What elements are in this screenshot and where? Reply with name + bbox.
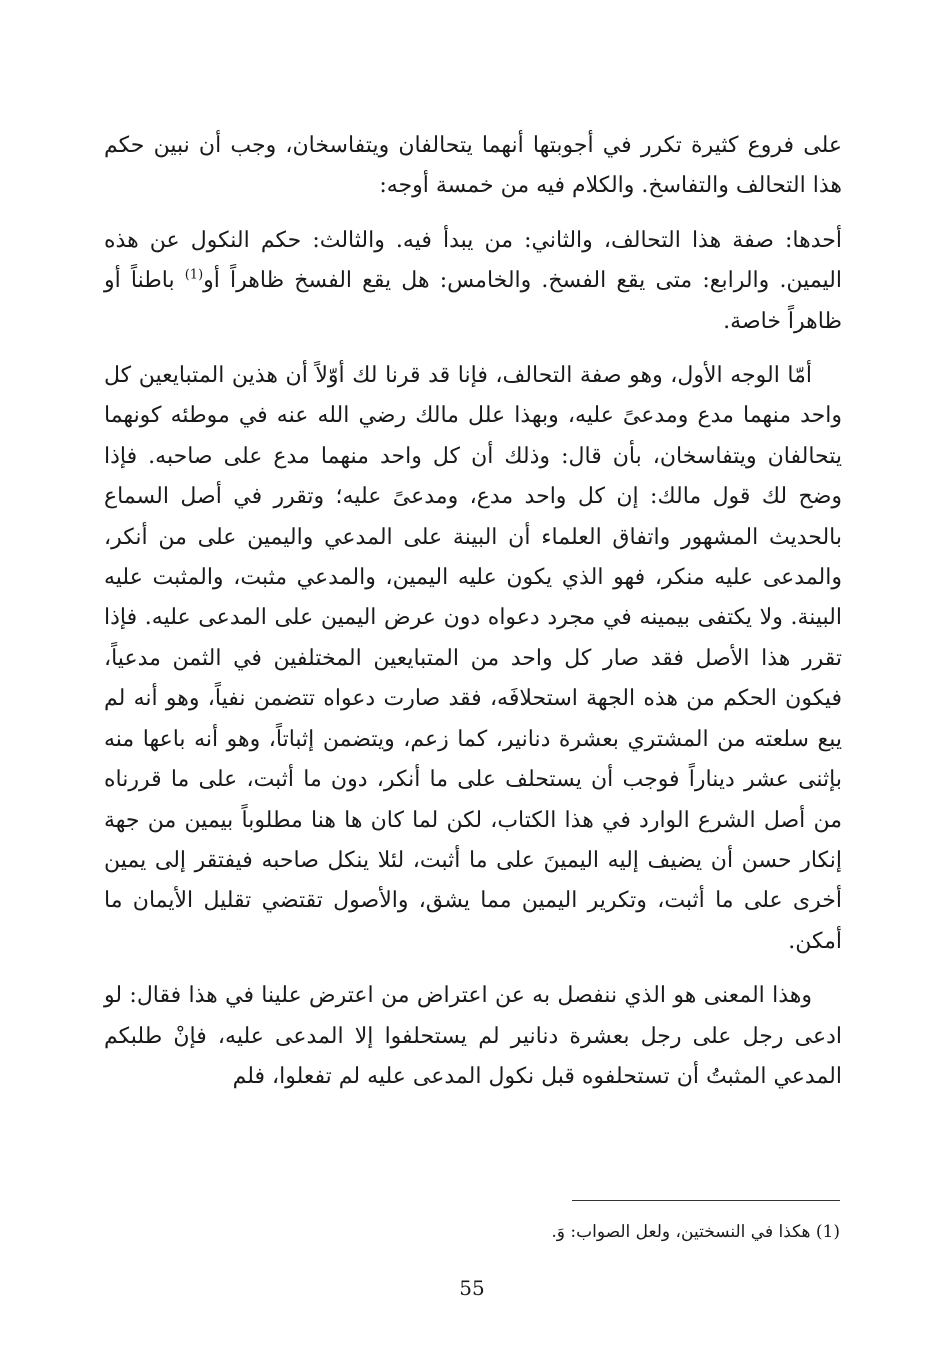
paragraph-3 [104,356,842,962]
paragraph-2-text: أحدها: صفة هذا التحالف، والثاني: من يبدأ فيه. والثالث: حكم النكول عن هذه اليمين. والرابع: متى يقع الفسخ. والخامس: هل يقع الفسخ ظاهراً أو [104,227,842,294]
paragraph-2-tail: باطناً أو ظاهراً خاصة. [104,268,842,334]
page-number: 55 [459,1276,485,1300]
paragraph-3-text: أمّا الوجه الأول، وهو صفة التحالف، فإنا قد قرنا لك أوّلاً أن هذين المتبايعين كل واحد منهما مدع ومدعىً عليه، وبهذا علل مالك رضي الله عنه في موطئه كونهما يتحالفان ويتفاسخان، بأن قال: وذلك أن كل واحد منهما مدع على صاحبه. فإذا وضح لك قول مالك: إن كل واحد مدع، ومدعىً عليه؛ وتقرر في أصل السماع بالحديث المشهور واتفاق العلماء أن البينة على المدعي واليمين على من أنكر، والمدعى عليه منكر، فهو الذي يكون عليه اليمين، والمدعي مثبت، والمثبت عليه البينة. ولا يكتفى بيمينه في مجرد دعواه دون عرض اليمين على المدعى عليه. فإذا تقرر هذا الأصل فقد صار كل واحد من المتبايعين المختلفين في الثمن مدعياً، فيكون الحكم من هذه الجهة استحلافَه، فقد صارت دعواه تتضمن نفياً، وهو أنه لم يبع سلعته من المشتري بعشرة دنانير، كما زعم، ويتضمن إثباتاً، وهو أنه باعها منه بإثنى عشر ديناراً فوجب أن يستحلف على ما أنكر، دون ما أثبت، على ما قررناه من أصل الشرع الوارد في هذا الكتاب، لكن لما كان ها هنا مطلوباً بيمين من جهة إنكار حسن أن يضيف إليه اليمينَ على ما أثبت، لئلا ينكل صاحبه فيفتقر إلى يمين أخرى على ما أثبت، وتكرير اليمين مما يشق، والأصول تقتضي تقليل الأيمان ما أمكن. [104,363,842,954]
footnote: (1) هكذا في النسختين، ولعل الصواب: وَ. [551,1222,840,1242]
body-text [104,126,842,1111]
footnote-reference[interactable]: (1) [184,267,204,283]
paragraph-4-text: وهذا المعنى هو الذي ننفصل به عن اعتراض من اعترض علينا في هذا فقال: لو ادعى رجل على رجل بعشرة دنانير لم يستحلفوا إلا المدعى عليه، فإنْ طلبكم المدعي المثبتُ أن تستحلفوه قبل نكول المدعى عليه لم تفعلوا، فلم [104,983,842,1089]
footnote-divider [572,1200,840,1201]
paragraph-4 [104,976,842,1097]
paragraph-1 [104,126,842,207]
paragraph-2 [104,221,842,342]
paragraph-1-text: على فروع كثيرة تكرر في أجوبتها أنهما يتحالفان ويتفاسخان، وجب أن نبين حكم هذا التحالف والتفاسخ. والكلام فيه من خمسة أوجه: [104,133,842,199]
